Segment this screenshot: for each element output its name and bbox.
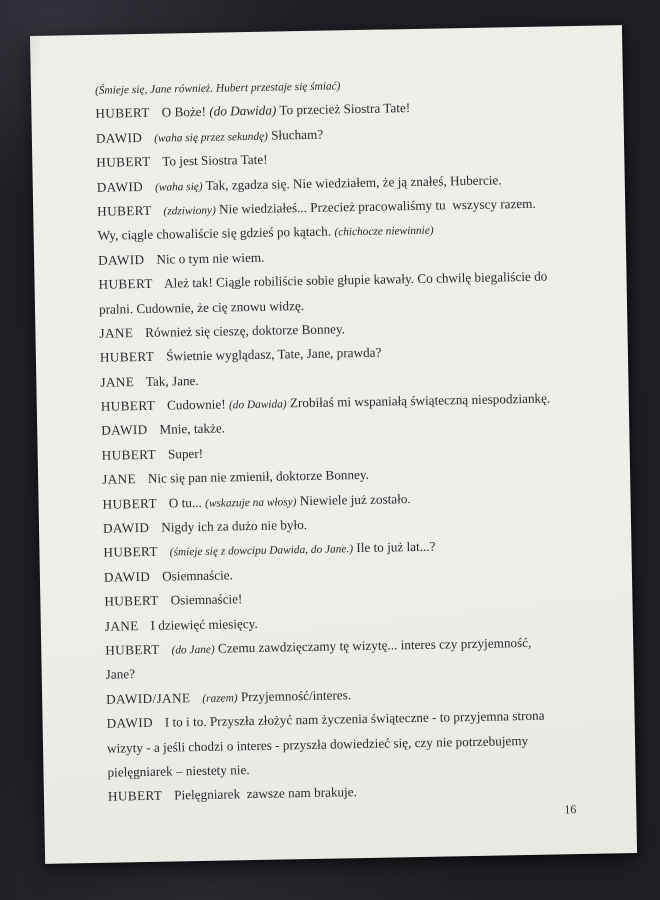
speaker-name: HUBERT (97, 202, 152, 219)
speaker-name: JANE (104, 617, 139, 634)
stage-direction: (śmieje się z dowcipu Dawida, do Jane.) (169, 543, 354, 559)
speaker-name: HUBERT (100, 397, 156, 414)
dialogue-text: I dziewięć miesięcy. (140, 615, 258, 633)
dialogue-text: Zrobiłaś mi wspaniałą świąteczną niespodziankę. (286, 390, 551, 411)
scanned-page (30, 25, 637, 864)
dialogue-text (192, 690, 202, 705)
dialogue-text: Mnie, także. (149, 420, 226, 438)
dialogue-text: Tak, Jane. (136, 372, 199, 389)
stage-direction: (Śmieje się, Jane również. Hubert przestaje się śmiać) (94, 80, 341, 97)
dialogue-text: pielęgniarek – niestety nie. (107, 762, 250, 780)
speaker-name: JANE (102, 471, 137, 488)
speaker-name: DAWID (97, 251, 145, 268)
speaker-name: HUBERT (95, 105, 150, 122)
speaker-name: DAWID (103, 568, 151, 585)
stage-direction: (waha się przez sekundę) (154, 130, 268, 145)
speaker-name: DAWID (101, 422, 148, 439)
dialogue-text: Osiemnaście! (160, 591, 243, 608)
speaker-name: HUBERT (99, 349, 155, 366)
stage-direction: (zdziwiony) (163, 204, 216, 218)
dialogue-text: Czemu zawdzięczamy tę wizytę... interes czy przyjemność, (214, 634, 532, 656)
speaker-name: HUBERT (96, 153, 151, 170)
dialogue-text: Wy, ciągle chowaliście się gdzieś po kątach. (97, 223, 335, 244)
dialogue-text: Nic się pan nie zmienił, doktorze Bonney. (137, 467, 370, 487)
speaker-name: JANE (99, 325, 134, 341)
speaker-name: DAWID (106, 715, 154, 731)
stage-direction: (do Dawida) (228, 398, 287, 412)
speaker-name: DAWID (102, 519, 150, 536)
dialogue-text: Super! (157, 445, 204, 462)
speaker-name: HUBERT (103, 544, 158, 561)
dialogue-text: Osiemnaście. (152, 567, 233, 584)
dialogue-text: To jest Siostra Tate! (152, 151, 268, 169)
dialogue-text: Nigdy ich za dużo nie było. (151, 517, 308, 535)
stage-direction: (waha się) (154, 180, 203, 194)
speaker-name: HUBERT (98, 275, 154, 292)
dialogue-text: wizyty - a jeśli chodzi o interes - przyszła dowiedzieć się, czy nie potrzebujemy (106, 732, 529, 756)
dialogue-text: Słucham? (267, 126, 324, 143)
dialogue-text: Pielęgniarek zawsze nam brakuje. (164, 784, 358, 803)
dialogue-text: I to i to. Przyszła złożyć nam życzenia świąteczne - to przyjemna strona (154, 707, 545, 730)
dialogue-text (144, 130, 154, 145)
speaker-name: HUBERT (107, 788, 163, 805)
dialogue-text (145, 178, 155, 193)
dialogue-text (153, 203, 163, 218)
dialogue-text (161, 641, 171, 656)
speaker-name: JANE (100, 373, 135, 390)
speaker-name: HUBERT (101, 446, 157, 463)
stage-direction: (do Jane) (171, 643, 215, 657)
dialogue-text: Przyjemność/interes. (237, 686, 352, 705)
dialogue-text: pralni. Cudownie, że cię znowu widzę. (98, 297, 305, 317)
stage-direction: (wskazuje na włosy) (205, 495, 297, 510)
speaker-name: DAWID (96, 178, 144, 195)
dialogue-text: Ile to już lat...? (352, 539, 436, 556)
stage-direction: (chichocze niewinnie) (334, 224, 434, 239)
speaker-name: HUBERT (105, 641, 160, 658)
dialogue-text: Świetnie wyglądasz, Tate, Jane, prawda? (156, 344, 382, 365)
dialogue-text: Ależ tak! Ciągle robiliście sobie głupie kawały. Co chwilę biegaliście do (154, 268, 548, 291)
dialogue-text: O Boże! (151, 104, 210, 121)
dialogue-text: Nic o tym nie wiem. (146, 249, 265, 267)
speaker-name: HUBERT (104, 592, 159, 609)
dialogue-text (160, 544, 170, 559)
speaker-name: DAWID (95, 129, 143, 146)
dialogue-text: Jane? (105, 666, 136, 683)
script-text (95, 69, 600, 810)
speaker-name: HUBERT (102, 495, 158, 512)
stage-direction: (do Dawida) (209, 102, 277, 120)
dialogue-text: O tu... (158, 494, 206, 511)
dialogue-text: Cudownie! (157, 396, 230, 413)
speaker-name: DAWID/JANE (106, 689, 191, 707)
page-number: 16 (564, 802, 577, 817)
dialogue-text: Niewiele już zostało. (296, 490, 411, 508)
dialogue-text: Również się cieszę, doktorze Bonney. (135, 321, 346, 341)
dialogue-text: Nie wiedziałeś... Przecież pracowaliśmy tu wszyscy razem. (215, 195, 536, 217)
dialogue-text: Tak, zgadza się. Nie wiedziałem, że ją znałeś, Hubercie. (202, 171, 502, 193)
dialogue-text: To przecież Siostra Tate! (276, 100, 411, 118)
stage-direction: (razem) (202, 692, 238, 705)
